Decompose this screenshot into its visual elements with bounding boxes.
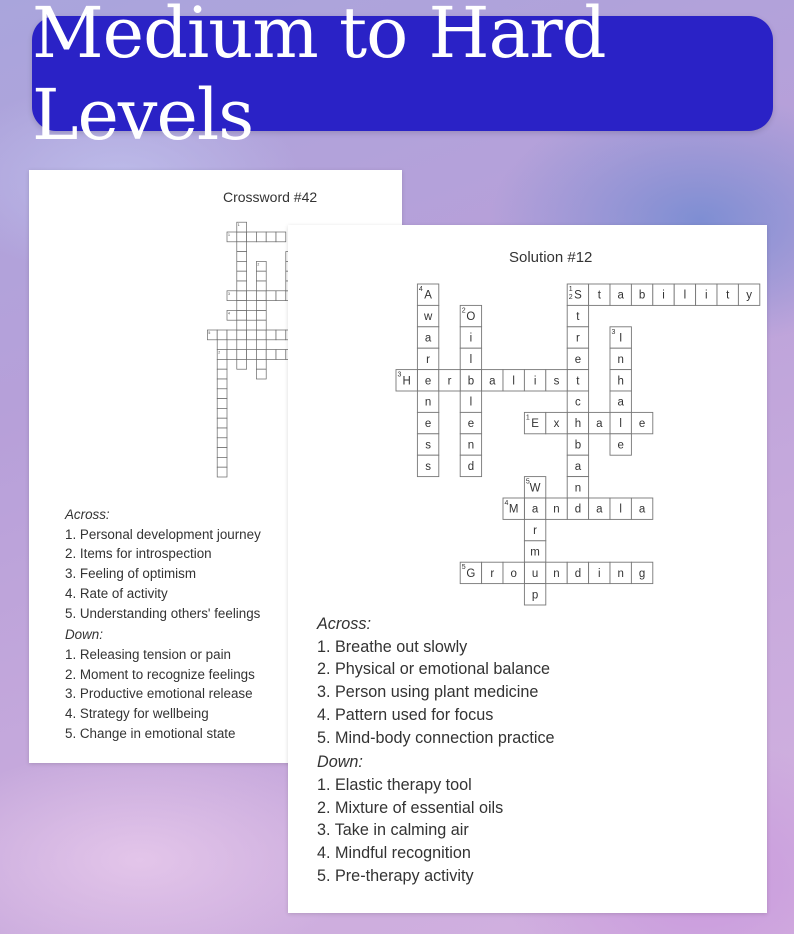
grid-cell — [217, 389, 227, 399]
grid-cell — [217, 448, 227, 458]
cell-number: 2 — [568, 294, 573, 301]
cell-number: 2 — [461, 307, 466, 315]
cell-number: 1 — [237, 223, 240, 228]
cell-number: 1 — [568, 286, 573, 293]
grid-cell — [256, 350, 266, 360]
cell-letter: h — [574, 418, 582, 431]
grid-cell — [266, 291, 276, 301]
grid-cell — [217, 399, 227, 409]
down-heading: Down: — [65, 627, 103, 643]
cell-letter: d — [574, 567, 582, 580]
cell-letter: a — [596, 503, 603, 516]
cell-letter: i — [662, 289, 665, 302]
cell-letter: l — [469, 353, 473, 366]
across-heading: Across: — [65, 507, 110, 522]
grid-cell — [237, 261, 247, 271]
cell-letter: s — [553, 375, 560, 388]
clue-item: 5. Understanding others' feelings — [65, 605, 261, 621]
cell-letter: i — [598, 567, 601, 580]
cell-letter: i — [469, 332, 473, 345]
cell-letter: b — [467, 375, 475, 388]
clue-item: 3. Person using plant medicine — [317, 683, 539, 702]
grid-cell — [237, 252, 247, 262]
grid-cell — [217, 438, 227, 448]
cell-letter: t — [726, 289, 730, 302]
cell-letter: e — [424, 375, 432, 388]
cell-letter: m — [530, 546, 540, 559]
grid-cell — [256, 310, 266, 320]
cell-letter: l — [619, 503, 622, 516]
cell-letter: b — [574, 439, 582, 452]
cell-letter: r — [533, 525, 538, 538]
clue-item: 5. Pre-therapy activity — [317, 866, 474, 885]
grid-cell — [256, 359, 266, 369]
grid-cell — [276, 330, 286, 340]
cell-letter: t — [597, 289, 601, 302]
grid-cell — [247, 350, 257, 360]
cell-letter: S — [574, 289, 582, 302]
clue-item: 2. Physical or emotional balance — [317, 660, 551, 679]
cell-letter: n — [617, 567, 624, 580]
clue-item: 1. Personal development journey — [65, 526, 261, 542]
cell-number: 4 — [418, 286, 423, 293]
cell-number: 2 — [218, 350, 221, 355]
cell-letter: h — [617, 375, 624, 388]
cell-number: 5 — [208, 331, 211, 335]
cell-number: 3 — [397, 371, 402, 379]
grid-cell — [256, 271, 266, 281]
cell-letter: a — [489, 375, 496, 388]
grid-cell — [217, 428, 227, 438]
clue-list-down — [317, 774, 555, 888]
cell-letter: W — [529, 482, 541, 495]
grid-cell — [256, 281, 266, 291]
clue-item: 4. Mindful recognition — [317, 844, 471, 863]
grid-cell — [217, 330, 227, 340]
grid-cell — [227, 330, 237, 340]
banner-title: Medium to Hard Levels — [32, 0, 606, 156]
clue-item: 3. Feeling of optimism — [65, 566, 196, 582]
grid-cell — [247, 291, 257, 301]
cell-letter: b — [638, 289, 646, 302]
cell-letter: H — [402, 375, 411, 388]
grid-cell — [237, 232, 247, 242]
cell-letter: e — [638, 418, 646, 431]
clue-list-down — [65, 645, 261, 744]
cell-letter: I — [619, 332, 623, 345]
clue-list-across — [65, 525, 261, 624]
grid-cell — [237, 310, 247, 320]
grid-cell — [217, 379, 227, 389]
cell-letter: p — [531, 589, 539, 602]
grid-cell — [237, 350, 247, 360]
cell-letter: i — [533, 375, 537, 388]
cell-letter: d — [467, 460, 475, 473]
grid-cell — [237, 359, 247, 369]
cell-letter: o — [510, 567, 517, 580]
grid-cell — [276, 291, 286, 301]
grid-cell — [217, 418, 227, 428]
clue-item: 4. Rate of activity — [65, 585, 168, 601]
grid-cell — [217, 359, 227, 369]
grid-cell — [227, 350, 237, 360]
cell-number: 1 — [525, 414, 530, 422]
down-heading: Down: — [317, 753, 363, 772]
grid-cell — [276, 350, 286, 360]
grid-cell — [256, 340, 266, 350]
clue-item: 4. Strategy for wellbeing — [65, 706, 209, 722]
across-heading: Across: — [317, 615, 371, 633]
cell-letter: a — [424, 332, 432, 345]
grid-cell — [237, 340, 247, 350]
cell-letter: d — [574, 503, 582, 516]
grid-cell — [217, 340, 227, 350]
cell-letter: l — [619, 418, 622, 431]
grid-cell — [237, 330, 247, 340]
clue-item: 1. Elastic therapy tool — [317, 775, 472, 794]
cell-letter: n — [424, 396, 432, 409]
grid-cell — [266, 232, 276, 242]
cell-letter: w — [423, 311, 433, 324]
cell-number: 5 — [525, 478, 530, 486]
cell-letter: n — [467, 439, 475, 452]
cell-letter: n — [553, 567, 560, 580]
cell-number: 5 — [461, 564, 466, 572]
cell-letter: l — [512, 375, 515, 388]
cell-number: 2 — [257, 262, 260, 267]
grid-cell — [266, 330, 276, 340]
title-banner — [32, 0, 773, 156]
cell-letter: e — [467, 418, 475, 431]
cell-letter: e — [617, 439, 624, 452]
clue-item: 1. Breathe out slowly — [317, 637, 468, 656]
cell-number: 4 — [228, 311, 230, 316]
grid-cell — [217, 369, 227, 379]
puzzle-title: Crossword #42 — [223, 189, 318, 205]
cell-letter: n — [617, 353, 624, 366]
grid-cell — [237, 242, 247, 252]
cell-letter: a — [617, 289, 624, 302]
cell-letter: O — [466, 311, 476, 324]
cell-letter: y — [746, 289, 752, 302]
grid-cell — [256, 301, 266, 311]
cell-letter: r — [490, 567, 495, 580]
cell-letter: i — [705, 289, 708, 302]
cell-letter: r — [447, 375, 452, 388]
grid-cell — [217, 457, 227, 467]
clue-item: 2. Mixture of essential oils — [317, 798, 504, 817]
grid-cell — [266, 350, 276, 360]
grid-cell — [247, 310, 257, 320]
grid-cell — [237, 271, 247, 281]
grid-cell — [256, 369, 266, 379]
clue-item: 3. Productive emotional release — [65, 686, 253, 702]
cell-letter: t — [576, 311, 580, 324]
cell-letter: a — [596, 418, 603, 431]
cell-letter: l — [469, 396, 473, 409]
grid-cell — [237, 320, 247, 330]
grid-cell — [247, 330, 257, 340]
clue-item: 5. Change in emotional state — [65, 725, 236, 741]
clue-item: 3. Take in calming air — [317, 821, 469, 840]
solution-clues — [317, 613, 555, 887]
cell-letter: a — [617, 396, 624, 409]
clue-item: 5. Mind-body connection practice — [317, 728, 555, 747]
grid-cell — [256, 330, 266, 340]
puzzle-clues — [65, 505, 261, 743]
cell-letter: G — [466, 567, 476, 580]
clue-item: 1. Releasing tension or pain — [65, 646, 232, 662]
cell-letter: r — [426, 353, 431, 366]
solution-sheet — [288, 225, 767, 913]
cell-letter: n — [574, 482, 582, 495]
clue-item: 2. Moment to recognize feelings — [65, 666, 255, 682]
cell-letter: c — [575, 396, 581, 409]
cell-letter: a — [574, 460, 582, 473]
cell-letter: x — [553, 418, 560, 431]
cell-number: 4 — [504, 500, 509, 507]
cell-letter: A — [424, 289, 432, 302]
cell-letter: s — [425, 460, 431, 473]
cell-letter: g — [638, 567, 646, 580]
cell-number: 1 — [228, 233, 230, 237]
grid-cell — [237, 301, 247, 311]
cell-letter: n — [553, 503, 560, 516]
cell-letter: a — [638, 503, 646, 516]
grid-cell — [276, 232, 286, 242]
cell-letter: e — [424, 418, 432, 431]
cell-letter: s — [425, 439, 431, 452]
clue-list-across — [317, 636, 555, 750]
grid-cell — [237, 281, 247, 291]
grid-cell — [256, 232, 266, 242]
grid-cell — [217, 408, 227, 418]
grid-cell — [247, 232, 257, 242]
cell-number: 3 — [228, 291, 230, 296]
clue-item: 2. Items for introspection — [65, 546, 212, 562]
grid-cell — [217, 467, 227, 477]
cell-letter: r — [575, 332, 580, 345]
cell-letter: e — [574, 353, 582, 366]
cell-letter: l — [683, 289, 687, 302]
cell-letter: u — [531, 567, 539, 580]
solution-title: Solution #12 — [509, 249, 593, 266]
grid-cell — [256, 320, 266, 330]
cell-letter: t — [576, 375, 580, 388]
solution-grid — [288, 225, 767, 615]
cell-number: 3 — [611, 328, 616, 336]
grid-cell — [237, 291, 247, 301]
clue-item: 4. Pattern used for focus — [317, 705, 494, 724]
grid-cell — [256, 291, 266, 301]
cell-letter: E — [531, 418, 539, 431]
cell-letter: a — [531, 503, 539, 516]
cell-letter: M — [508, 503, 519, 516]
